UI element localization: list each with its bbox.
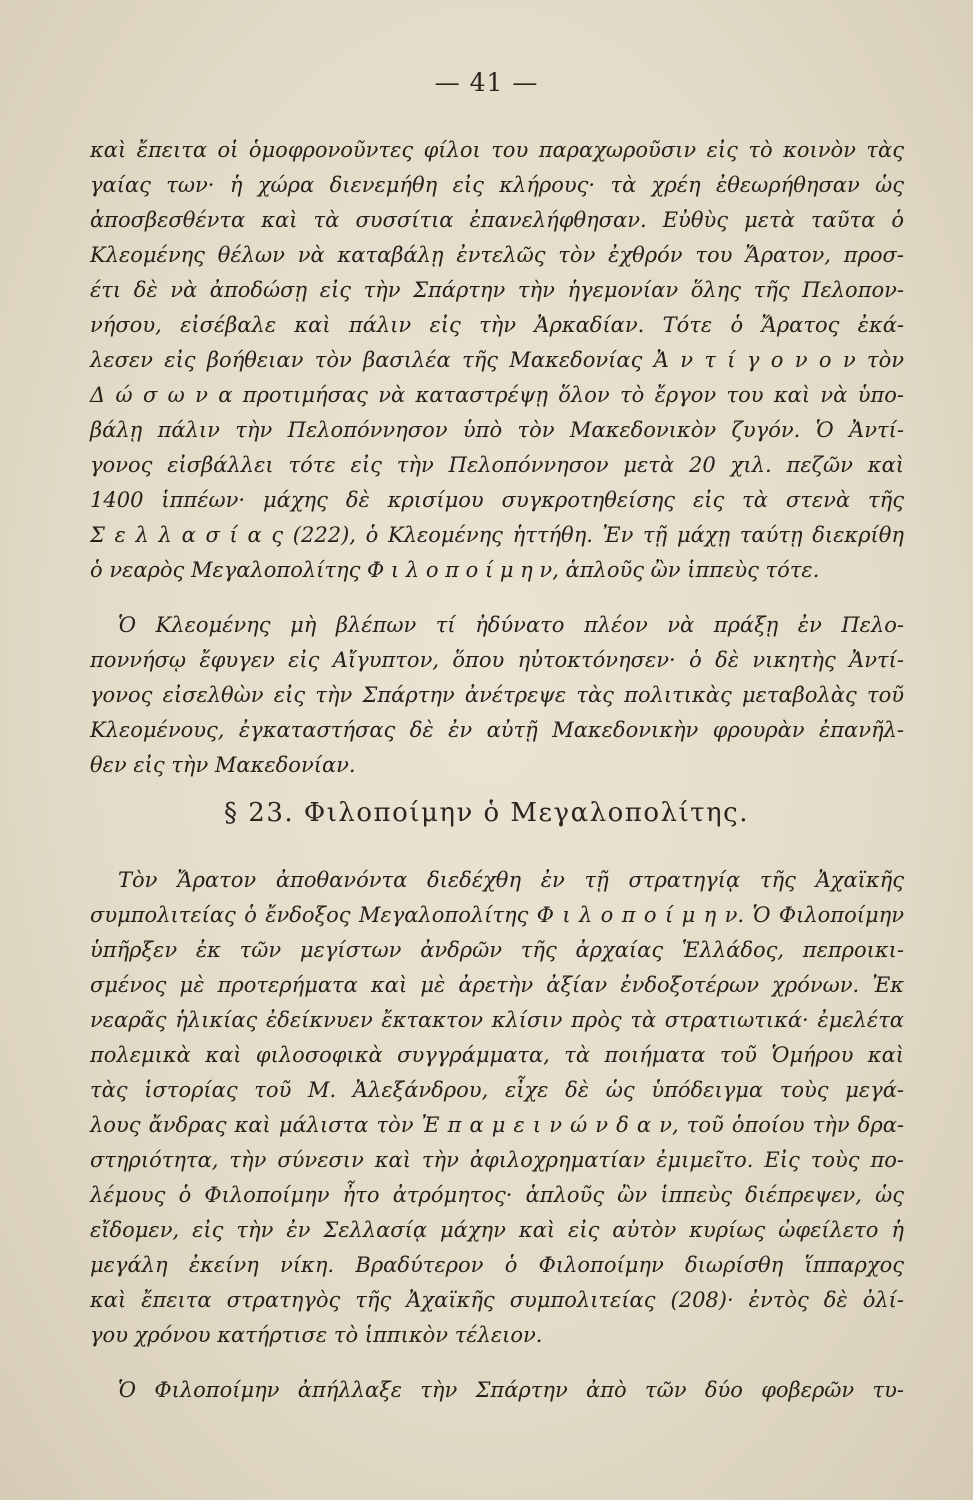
- text-line: Ὁ Κλεομένης μὴ βλέπων τί ἠδύνατο πλέον νὰ πράξῃ ἐν Πελο-: [118, 613, 904, 637]
- text-line: έτι δὲ νὰ ἀποδώσῃ εἰς τὴν Σπάρτην τὴν ἡγεμονίαν ὅλης τῆς Πελοπον-: [90, 278, 904, 302]
- text-line: Τὸν Ἄρατον ἀποθανόντα διεδέχθη ἐν τῇ στρατηγίᾳ τῆς Ἀχαϊκῆς: [118, 868, 904, 892]
- text-line: Κλεομένης θέλων νὰ καταβάλῃ ἐντελῶς τὸν ἐχθρόν του Ἄρατον, προσ-: [90, 243, 904, 267]
- text-line: πολεμικὰ καὶ φιλοσοφικὰ συγγράμματα, τὰ ποιήματα τοῦ Ὁμήρου καὶ: [90, 1043, 904, 1067]
- text-line: λεσεν εἰς βοήθειαν τὸν βασιλέα τῆς Μακεδονίας Ἀ ν τ ί γ ο ν ο ν τὸν: [90, 348, 904, 372]
- text-line: ἀποσβεσθέντα καὶ τὰ συσσίτια ἐπανελήφθησαν. Εὐθὺς μετὰ ταῦτα ὁ: [90, 208, 904, 232]
- text-line: γονος εἰσβάλλει τότε εἰς τὴν Πελοπόννησον μετὰ 20 χιλ. πεζῶν καὶ: [90, 453, 904, 477]
- text-line: λέμους ὁ Φιλοποίμην ἦτο ἀτρόμητος· ἁπλοῦς ὢν ἱππεὺς διέπρεψεν, ὡς: [90, 1183, 904, 1207]
- text-line: Κλεομένους, ἐγκαταστήσας δὲ ἐν αὐτῇ Μακεδονικὴν φρουρὰν ἐπανῆλ-: [90, 718, 904, 742]
- text-line: γονος εἰσελθὼν εἰς τὴν Σπάρτην ἀνέτρεψε τὰς πολιτικὰς μεταβολὰς τοῦ: [90, 683, 904, 707]
- text-line: νεαρᾶς ἡλικίας ἐδείκνυεν ἔκτακτον κλίσιν πρὸς τὰ στρατιωτικά· ἐμελέτα: [90, 1008, 904, 1032]
- text-line: ὑπῆρξεν ἐκ τῶν μεγίστων ἀνδρῶν τῆς ἀρχαίας Ἑλλάδος, πεπροικι-: [90, 938, 904, 962]
- text-line: συμπολιτείας ὁ ἔνδοξος Μεγαλοπολίτης Φ ι λ ο π ο ί μ η ν. Ὁ Φιλοποίμην: [90, 903, 904, 927]
- text-line: γου χρόνου κατήρτισε τὸ ἱππικὸν τέλειον.: [90, 1323, 543, 1347]
- text-line: καὶ ἔπειτα στρατηγὸς τῆς Ἀχαϊκῆς συμπολιτείας (208)· ἐντὸς δὲ ὀλί-: [90, 1288, 904, 1312]
- section-heading: § 23. Φιλοποίμην ὁ Μεγαλοπολίτης.: [224, 798, 749, 828]
- text-line: 1400 ἱππέων· μάχης δὲ κρισίμου συγκροτηθείσης εἰς τὰ στενὰ τῆς: [90, 488, 904, 512]
- text-line: μεγάλη ἐκείνη νίκη. Βραδύτερον ὁ Φιλοποίμην διωρίσθη ἵππαρχος: [90, 1253, 904, 1277]
- text-line: ποννήσῳ ἔφυγεν εἰς Αἴγυπτον, ὅπου ηὐτοκτόνησεν· ὁ δὲ νικητὴς Ἀντί-: [90, 648, 904, 672]
- text-line: Ὁ Φιλοποίμην ἀπήλλαξε τὴν Σπάρτην ἀπὸ τῶν δύο φοβερῶν τυ-: [118, 1378, 904, 1402]
- text-line: τὰς ἱστορίας τοῦ Μ. Ἀλεξάνδρου, εἶχε δὲ ὡς ὑπόδειγμα τοὺς μεγά-: [90, 1078, 904, 1102]
- text-line: ὁ νεαρὸς Μεγαλοπολίτης Φ ι λ ο π ο ί μ η ν, ἁπλοῦς ὢν ἱππεὺς τότε.: [90, 558, 820, 582]
- text-line: βάλῃ πάλιν τὴν Πελοπόννησον ὑπὸ τὸν Μακεδονικὸν ζυγόν. Ὁ Ἀντί-: [90, 418, 904, 442]
- text-line: γαίας των· ἡ χώρα διενεμήθη εἰς κλήρους· τὰ χρέη ἐθεωρήθησαν ὡς: [90, 173, 904, 197]
- text-line: εἴδομεν, εἰς τὴν ἐν Σελλασίᾳ μάχην καὶ εἰς αὐτὸν κυρίως ὠφείλετο ἡ: [90, 1218, 904, 1242]
- text-line: καὶ ἔπειτα οἱ ὁμοφρονοῦντες φίλοι του παραχωροῦσιν εἰς τὸ κοινὸν τὰς: [90, 138, 904, 162]
- text-line: Δ ώ σ ω ν α προτιμήσας νὰ καταστρέψῃ ὅλον τὸ ἔργον του καὶ νὰ ὑπο-: [90, 383, 904, 407]
- text-line: στηριότητα, τὴν σύνεσιν καὶ τὴν ἀφιλοχρηματίαν ἐμιμεῖτο. Εἰς τοὺς πο-: [90, 1148, 904, 1172]
- page-number: — 41 —: [434, 68, 539, 97]
- text-line: λους ἄνδρας καὶ μάλιστα τὸν Ἐ π α μ ε ι ν ώ ν δ α ν, τοῦ ὁποίου τὴν δρα-: [90, 1113, 904, 1137]
- text-line: θεν εἰς τὴν Μακεδονίαν.: [90, 753, 356, 777]
- text-line: Σ ε λ λ α σ ί α ς (222), ὁ Κλεομένης ἡττήθη. Ἐν τῇ μάχῃ ταύτῃ διεκρίθη: [90, 523, 904, 547]
- text-line: νήσου, εἰσέβαλε καὶ πάλιν εἰς τὴν Ἀρκαδίαν. Τότε ὁ Ἄρατος ἐκά-: [90, 313, 904, 337]
- text-line: σμένος μὲ προτερήματα καὶ μὲ ἀρετὴν ἀξίαν ἐνδοξοτέρων χρόνων. Ἐκ: [90, 973, 904, 997]
